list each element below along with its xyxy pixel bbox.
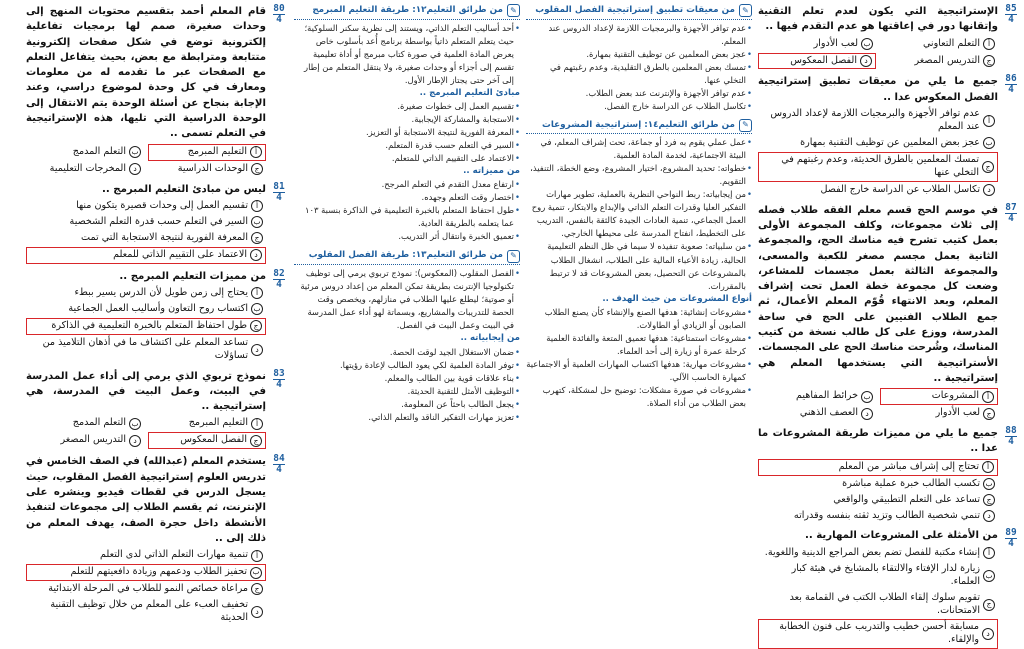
option-letter-circle: د [861,408,873,420]
notes-bullet-line: • مشروعات مهارية: هدفها اكتساب المهارات العلمية أو الاجتماعية كمهارة الحاسب الآلي. [526,358,752,384]
question-block [26,269,288,364]
question-number [1002,426,1020,523]
question-block [26,182,288,264]
option-text: عجز بعض المعلمين عن توظيف التقنية بمهارة [800,136,980,148]
option-letter-circle: ب [983,478,995,490]
notes-section [526,4,752,113]
option-text: إنشاء مكتبة للفصل تضم بعض المراجع الدينية واللغوية. [764,546,980,558]
option-letter-circle: د [129,435,141,447]
option-letter-circle: ج [251,163,263,175]
answer-options [26,286,266,364]
option-text: التعليم المبرمج [187,145,247,157]
option-letter-circle: ج [250,435,262,447]
notes-bullet-line: • توفر المادة العلمية لكي يعود الطالب لإعادة رؤيتها. [294,359,520,372]
question-number [270,4,288,177]
question-number-denominator: 4 [1005,538,1017,549]
notes-subheading: من إيجابياته .. [460,333,520,344]
notes-bullet-line: • تمسك بعض المعلمين بالطرق التقليدية، وعدم رغبتهم في التخلي عنها. [526,61,752,87]
answer-options [758,37,998,70]
question-number [270,182,288,264]
answer-option-selected[interactable] [880,388,998,405]
option-text: طول احتفاظ المتعلم بالخبرة التعليمية في الذاكرة [51,319,247,331]
answer-option[interactable] [26,416,144,431]
option-text: مراعاة خصائص النمو للطلاب في المرحلة الابتدائية [48,583,248,594]
notes-title-text: من معيقات تطبيق إستراتيجية الفصل المقلوب [535,5,735,15]
option-letter-circle: د [982,628,994,640]
answer-option[interactable] [758,562,998,590]
option-text: التعلم المدمج [72,417,126,429]
notes-section [294,249,520,423]
option-letter-circle: ج [250,320,262,332]
column-questions-85-89 [758,4,1020,649]
notes-bullet-line: • السير في التعلم حسب قدرة المتعلم. [294,139,520,152]
question-body [758,528,998,649]
question-block [758,4,1020,69]
answer-option-selected[interactable] [26,247,266,264]
option-text: زيارة لدار الإفتاء والالتقاء بالمشايخ في هيئة كبار العلماء. [791,562,980,587]
question-stem: من الأمثلة على المشروعات المهارية .. [804,530,998,542]
option-text: لعب الأدوار [935,407,980,419]
option-text: التعليم المبرمج [188,417,248,429]
question-number-value: 88 [1005,425,1017,437]
column-notes-flipped-projects [526,4,752,649]
question-number-value: 89 [1005,527,1017,539]
question-number-value: 85 [1005,4,1017,14]
option-text: الوحدات الدراسية [177,162,248,174]
answer-option-selected[interactable] [758,53,876,70]
question-body [26,454,266,625]
answer-option[interactable] [758,493,998,508]
option-text: تساعد المعلم على اكتشاف ما في أذهان التلاميذ من تساؤلات [42,336,248,361]
answer-option[interactable] [880,37,998,52]
question-number [1002,74,1020,197]
notes-bullet-line: • ضمان الاستغلال الجيد لوقت الحصة. [294,346,520,359]
question-stem: من مميزات التعليم المبرمج .. [119,270,266,282]
option-letter-circle: ج [982,161,994,173]
notes-bullet-line: • المعرفة الفورية لنتيجة الاستجابة أو التعزيز. [294,126,520,139]
notes-bullet-line: • تقسيم العمل إلى خطوات صغيرة. [294,100,520,113]
option-letter-circle: أ [983,547,995,559]
question-number [270,269,288,364]
answer-options [26,548,266,626]
question-block [26,454,288,625]
option-text: لعب الأدوار [813,37,858,49]
question-block [26,4,288,177]
option-letter-circle: ج [251,232,263,244]
notes-bullet-line: • أحد أساليب التعلم الذاتي، ويستند إلى نظرية سكنر السلوكية؛ حيث يتعلم المتعلم ذاتياً بواسطة برنامج أُعد بأسلوب خاص يعرض المادة العلمية في صورة كتاب مبرمج أو أداة تعليمية تقسم إلى أجزاء أو وحدات صغيرة، ولا ينتقل المتعلم من إطار إلى آخر حتى يجتاز الإطار الأول. [294,22,520,87]
question-stem: جميع ما يلي من مميزات طريقة المشروعات ما عدا .. [758,428,998,455]
answer-option[interactable] [26,215,266,230]
answer-option[interactable] [758,37,876,52]
option-letter-circle: د [251,344,263,356]
question-stem: قام المعلم أحمد بتقسيم محتويات المنهج إلى وحدات صغيرة، صمم لها برمجيات تفاعلية إلكترونية توضع في شكل صفحات إلكترونية متتابعة ومترابطة مع بعض، بحيث يتفاعل التعلم مع الصفحات عبر ما تقدمه له من معلومات ومعارف في كل وحدة لموضوع دراسي، وعند الإجابة بنجاح عن أسئلة الوحدة يتم الانتقال إلى الوحدة الدراسية التي تليها، هذه الإستراتيجية في التعلم تسمى .. [26,6,266,140]
notes-bullet-line: • ارتفاع معدل التقدم في التعلم المرجح. [294,178,520,191]
answer-option-selected[interactable] [758,152,998,182]
question-number [270,454,288,625]
question-number [1002,4,1020,69]
pen-icon: ✎ [739,119,752,132]
notes-bullet-line: • يجعل الطالب باحثاً عن المعلومة. [294,398,520,411]
question-body [758,74,998,197]
option-letter-circle: أ [983,115,995,127]
question-number-value: 80 [273,4,285,14]
option-text: السير في التعلم حسب قدرة التعلم الشخصية [69,215,248,227]
option-text: تمسك المعلمين بالطرق الحديثة، وعدم رغبتهم في التخلي عنها [781,153,979,178]
answer-option-selected[interactable] [148,432,266,449]
question-number-denominator: 4 [273,14,285,25]
question-number [270,369,288,450]
notes-section [294,4,520,243]
option-text: اكتساب روح التعاون وأساليب العمل الجماعية [68,302,248,314]
notes-section-title [294,249,520,265]
notes-section-title [526,4,752,20]
question-number-value: 82 [273,267,285,279]
option-letter-circle: د [860,55,872,67]
answer-option[interactable] [26,286,266,301]
option-text: العصف الذهني [799,407,858,419]
notes-bullet-line: • الفصل المقلوب (المعكوس): نموذج تربوي يرمي إلى توظيف تكنولوجيا الإنترنت بطريقة تمكن المعلم من إعداد دروس مرئية أو صوتية؛ ليطلع عليها الطلاب في منازلهم، ويخصص وقت الحصة للتدريبات والمشاريع، وبسماتة لهو أداء عمل المدرسة في البيت وعمل البيت في الفصل. [294,267,520,332]
answer-option[interactable] [880,406,998,421]
option-letter-circle: ج [983,599,995,611]
question-body [26,182,266,264]
answer-options [758,546,998,649]
option-text: التدريس المصغر [60,434,126,446]
answer-option[interactable] [26,548,266,563]
option-text: الفصل المعكوس [790,54,857,66]
question-body [758,203,998,421]
notes-bullet-line: • من سلبياته: صعوبة تنفيذه لا سيما في ظل النظم التعليمية الحالية، زيادة الأعباء المالية على الطلاب، انشغال الطلاب بالمشروعات عن التحصيل، بعض المشروعات قد لا ترتبط بالمقررات. [526,240,752,292]
notes-title-text: من طرائق التعليم١٣: طريقة الفصل المقلوب [308,250,503,261]
question-number [1002,528,1020,649]
option-text: مسابقة أحسن خطيب والتدريب على فنون الخطابة والإلقاء. [779,621,979,646]
notes-bullet-line: • مشروعات إنشائية: هدفها الصنع والإنشاء كأن يصنع الطلاب الصابون أو الزيادي أو الطاولات. [526,306,752,332]
notes-bullet-line: • تعزيز مهارات التفكير الناقد والتعلم الذاتي. [294,411,520,424]
notes-title-text: من طرائق التعليم١٤: إستراتيجية المشروعات [541,119,735,130]
notes-bullet-line: • التوظيف الأمثل للتقنية الحديثة. [294,385,520,398]
question-number-value: 84 [273,453,285,465]
answer-option[interactable] [758,183,998,198]
option-text: تنمي شخصية الطالب وتزيد ثقته بنفسه وقدراته [793,509,980,521]
option-letter-circle: أ [982,391,994,403]
question-stem: يستخدم المعلم (عبدالله) في الصف الخامس في تدريس العلوم إستراتيجية الفصل المقلوب، حيث يسجل الدرس في لقطات فيديو وينشره على الإنترنت، ثم يقسم الطلاب إلى مجموعات لتنفيذ الأنشطة داخل حجرة الصف، يهدف المعلم من ذلك إلى .. [26,456,266,544]
option-letter-circle: د [983,184,995,196]
option-letter-circle: أ [251,418,263,430]
question-body [758,4,998,69]
answer-option[interactable] [758,136,998,151]
option-letter-circle: د [251,606,263,618]
answer-option[interactable] [26,199,266,214]
answer-option[interactable] [758,546,998,561]
option-letter-circle: ج [983,55,995,67]
question-block [26,369,288,450]
option-letter-circle: ب [861,38,873,50]
option-text: تحفيز الطلاب ودعمهم وزيادة دافعيتهم للتعلم [70,566,247,578]
answer-option[interactable] [758,509,998,524]
answer-option-selected[interactable] [148,144,266,161]
option-text: الفصل المعكوس [180,434,247,446]
answer-option[interactable] [26,598,266,626]
notes-title-text: من طرائق التعليم١٢: طريقة التعليم المبرمج [312,5,503,15]
notes-bullet-line: • الاعتماد على التقييم الذاتي للمتعلم. [294,152,520,165]
notes-bullet-line: • تكاسل الطلاب عن الدراسة خارج الفصل. [526,100,752,113]
pen-icon: ✎ [507,250,520,263]
question-number-value: 87 [1005,201,1017,213]
notes-subheading: مبادئ التعليم المبرمج .. [419,87,520,98]
question-number-denominator: 4 [1005,14,1017,25]
question-stem: نموذج تربوي الذي يرمي إلى أداء عمل المدرسة في البيت، وعمل البيت في المدرسة، هي إستراتيجية .. [26,370,266,413]
notes-bullet-line: • خطواته: تحديد المشروع، اختيار المشروع، وضع الخطة، التنفيذ، التقويم. [526,162,752,188]
option-letter-circle: ب [251,216,263,228]
option-text: التعلم المدمج [72,145,126,157]
option-letter-circle: ب [250,567,262,579]
question-number-denominator: 4 [1005,436,1017,447]
answer-option-selected[interactable] [26,318,266,335]
option-text: التعلم التعاوني [922,37,980,49]
option-letter-circle: أ [983,38,995,50]
option-text: تكسب الطالب خبرة عملية مباشرة [842,477,980,489]
answer-option[interactable] [26,231,266,246]
option-text: المخرجات التعليمية [49,162,126,174]
option-letter-circle: ب [983,570,995,582]
notes-bullet-line: • عجز بعض المعلمين عن توظيف التقنية بمهارة. [526,48,752,61]
option-letter-circle: أ [251,287,263,299]
question-number [1002,203,1020,421]
answer-option[interactable] [26,336,266,364]
answer-option[interactable] [758,477,998,492]
notes-subheading: من مميزاته .. [463,166,520,177]
answer-option[interactable] [26,582,266,597]
pen-icon: ✎ [739,4,752,17]
answer-option[interactable] [148,162,266,177]
question-number-value: 86 [1005,73,1017,85]
answer-option[interactable] [758,406,876,421]
question-block [758,426,1020,523]
notes-bullet-line: • عدم توافر الأجهزة والبرمجيات اللازمة لإعداد الدروس عند المعلم. [526,22,752,48]
question-stem: ليس من مبادئ التعليم المبرمج .. [101,183,266,195]
option-text: تحتاج إلى إشراف مباشر من المعلم [838,460,979,472]
question-body [26,369,266,450]
question-body [26,4,266,177]
answer-option-selected[interactable] [26,564,266,581]
option-letter-circle: أ [251,200,263,212]
option-letter-circle: ب [983,137,995,149]
option-letter-circle: أ [251,550,263,562]
answer-option[interactable] [26,144,144,161]
question-number-denominator: 4 [273,279,285,290]
option-text: تنمية مهارات التعلم الذاتي لدى التعلم [100,549,248,561]
question-block [758,74,1020,197]
option-text: التدريس المصغر [914,54,980,66]
answer-options [758,388,998,421]
notes-subheading: أنواع المشروعات من حيث الهدف .. [602,293,752,304]
option-text: الاعتماد على التقييم الذاتي للمعلم [113,248,247,260]
answer-options [26,416,266,449]
option-text: تكاسل الطلاب عن الدراسة خارج الفصل [820,183,980,195]
answer-option[interactable] [26,432,144,449]
option-text: تقسيم العمل إلى وحدات قصيرة يتكون منها [76,199,248,211]
question-body [758,426,998,523]
option-letter-circle: ج [251,583,263,595]
answer-option[interactable] [880,53,998,70]
answer-option[interactable] [148,416,266,431]
notes-section-title [294,4,520,20]
notes-bullet-line: • تعميق الخبرة وانتقال أثر التدريب. [294,230,520,243]
question-number-denominator: 4 [273,464,285,475]
notes-bullet-line: • عمل عملي يقوم به فرد أو جماعة، تحت إشراف المعلم، في البيئة الاجتماعية، لخدمة المادة العلمية. [526,136,752,162]
answer-option[interactable] [758,107,998,135]
notes-bullet-line: • بناء علاقات قوية بين الطالب والمعلم. [294,372,520,385]
notes-section-title [526,119,752,135]
option-text: المشروعات [931,390,979,402]
question-stem: جميع ما يلي من معيقات تطبيق إستراتيجية الفصل المعكوس عدا .. [758,76,998,103]
pen-icon: ✎ [507,4,520,17]
question-number-value: 81 [273,180,285,192]
question-block [758,203,1020,421]
question-number-denominator: 4 [1005,84,1017,95]
notes-bullet-line: • مشروعات في صورة مشكلات: توضيح حل لمشكلة، كتهرب بعض الطلاب من أداء الصلاة. [526,384,752,410]
option-text: عدم توافر الأجهزة والبرمجيات اللازمة لإعداد الدروس عند المعلم [770,108,980,132]
option-letter-circle: أ [250,146,262,158]
option-letter-circle: ب [861,391,873,403]
answer-options [758,459,998,524]
option-letter-circle: د [250,249,262,261]
answer-option[interactable] [758,388,876,405]
notes-section [526,119,752,410]
answer-options [26,144,266,177]
question-number-value: 83 [273,367,285,379]
option-text: تقويم سلوك إلقاء الطلاب الكتب في القمامة بعد الامتحانات. [789,591,980,616]
answer-option[interactable] [26,302,266,317]
option-text: يحتاج إلى زمن طويل لأن الدرس يسير ببطء [74,286,248,298]
answer-option[interactable] [26,162,144,177]
option-letter-circle: ج [983,408,995,420]
notes-bullet-line: • من إيجابياته: ربط النواحي النظرية بالعملية، تطوير مهارات التفكير العليا وقدرات التعلم الذاتي والإبداع والابتكار، تنمية روح العمل الجماعي، تنمية العادات الجيدة كالثقة بالنفس، التدريب على التخطيط، انفتاح المدرسة على محيطها الخارجي. [526,188,752,240]
notes-bullet-line: • مشروعات استمتاعية: هدفها تعميق المتعة والفائدة العلمية كرحلة عمرة أو زيارة إلى أحد العلماء. [526,332,752,358]
question-stem: في موسم الحج قسم معلم الفقه طلاب فصله إلى ثلاث مجموعات، وكلف المجموعة الأولى بعمل كتيب تشرح فيه مناسك الحج، والمجموعة الثانية بعمل مجسم مصغر للكعبة والمسعى، والمجموعة الثالثة بعمل مجسمات للمشاعر، وضعت كل مجموعة خطة العمل تحت إشراف المعلم، وبعد الانتهاء قُوّم المعلم الأعمال، ثم جمع الطلاب الفنيين على الحج في ساحة المدرسة، ووزع على كل طالب نسخة من كتيب المناسك، وشُرحت مناسك الحج على المجسمات. الأستراتيجية التي يستخدمها المعلم هي إستراتيجية .. [758,204,998,384]
option-letter-circle: ب [129,146,141,158]
answer-options [26,199,266,264]
question-number-denominator: 4 [273,192,285,203]
option-text: المعرفة الفورية لنتيجة الاستجابة التي تمت [81,231,248,243]
notes-bullet-line: • طول احتفاظ المتعلم بالخبرة التعليمية في الذاكرة بنسبة ١٠٣ عما يتعلمه بالطريقة العادية. [294,204,520,230]
option-letter-circle: ب [129,418,141,430]
option-letter-circle: د [129,163,141,175]
answer-option-selected[interactable] [758,619,998,649]
option-text: تخفيف العبء على المعلم من خلال توظيف التقنية الحديثة [50,598,248,623]
option-letter-circle: د [983,510,995,522]
question-stem: الإستراتيجية التي يكون لعدم تعلم التقنية وإتقانها دور في إعاقتها هو عدم التقدم فيها .. [758,6,998,33]
option-letter-circle: ب [251,303,263,315]
option-text: خرائط المفاهيم [796,390,858,402]
notes-bullet-line: • عدم توافر الأجهزة والإنترنت عند بعض الطلاب. [526,87,752,100]
answer-option[interactable] [758,591,998,619]
notes-bullet-line: • الاستجابة والمشاركة الإيجابية. [294,113,520,126]
option-text: تساعد على التعلم التطبيقي والواقعي [833,493,980,505]
question-number-denominator: 4 [1005,213,1017,224]
question-body [26,269,266,364]
answer-options [758,107,998,198]
option-letter-circle: أ [982,461,994,473]
question-block [758,528,1020,649]
column-questions-80-84 [26,4,288,649]
notes-bullet-line: • اختصار وقت التعلم وجهده. [294,191,520,204]
column-notes-programmed-flipped [294,4,520,649]
option-letter-circle: ج [983,494,995,506]
question-number-denominator: 4 [273,379,285,390]
answer-option-selected[interactable] [758,459,998,476]
